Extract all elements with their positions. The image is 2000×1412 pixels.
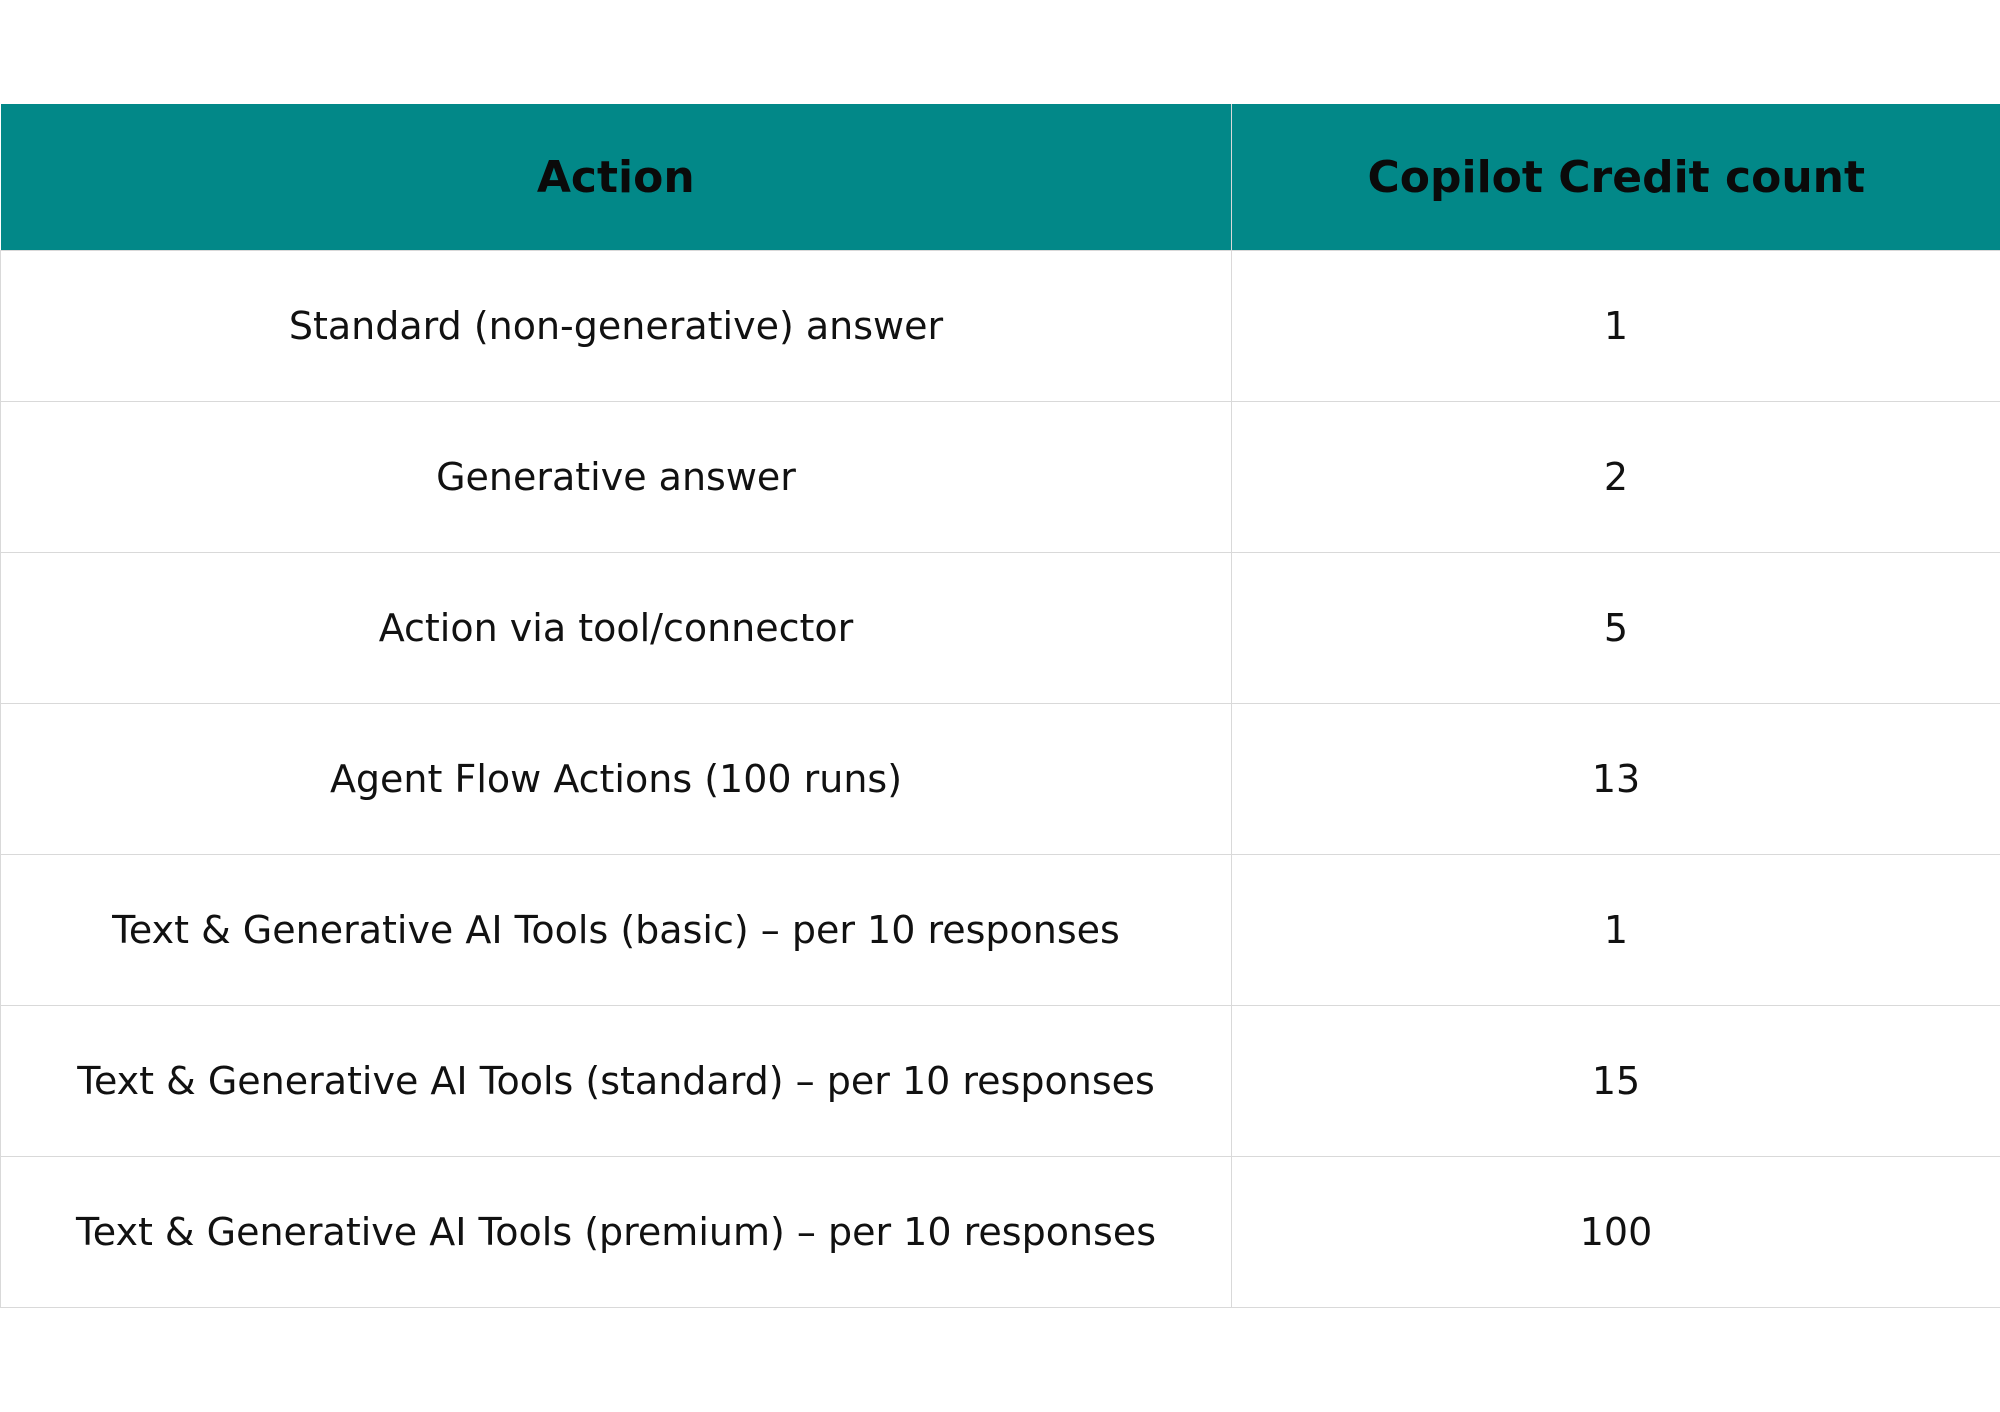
table-header-row — [1, 104, 2000, 251]
table-row — [1, 553, 2000, 704]
credit-count-cell: 1 — [1232, 251, 2000, 402]
action-cell: Text & Generative AI Tools (premium) – per 10 responses — [1, 1157, 1232, 1308]
credit-count-cell: 5 — [1232, 553, 2000, 704]
table-row — [1, 855, 2000, 1006]
action-cell: Text & Generative AI Tools (standard) – per 10 responses — [1, 1006, 1232, 1157]
credit-count-cell: 13 — [1232, 704, 2000, 855]
table-row — [1, 251, 2000, 402]
credit-count-cell: 1 — [1232, 855, 2000, 1006]
credit-count-cell: 2 — [1232, 402, 2000, 553]
column-header-credit-count: Copilot Credit count — [1232, 104, 2000, 251]
column-header-action: Action — [1, 104, 1232, 251]
action-cell: Text & Generative AI Tools (basic) – per 10 responses — [1, 855, 1232, 1006]
credit-count-cell: 100 — [1232, 1157, 2000, 1308]
table-row — [1, 402, 2000, 553]
table-row — [1, 704, 2000, 855]
table-row — [1, 1006, 2000, 1157]
action-cell: Agent Flow Actions (100 runs) — [1, 704, 1232, 855]
copilot-credits-table — [0, 104, 2000, 1308]
action-cell: Generative answer — [1, 402, 1232, 553]
table-row — [1, 1157, 2000, 1308]
credit-count-cell: 15 — [1232, 1006, 2000, 1157]
action-cell: Standard (non-generative) answer — [1, 251, 1232, 402]
action-cell: Action via tool/connector — [1, 553, 1232, 704]
